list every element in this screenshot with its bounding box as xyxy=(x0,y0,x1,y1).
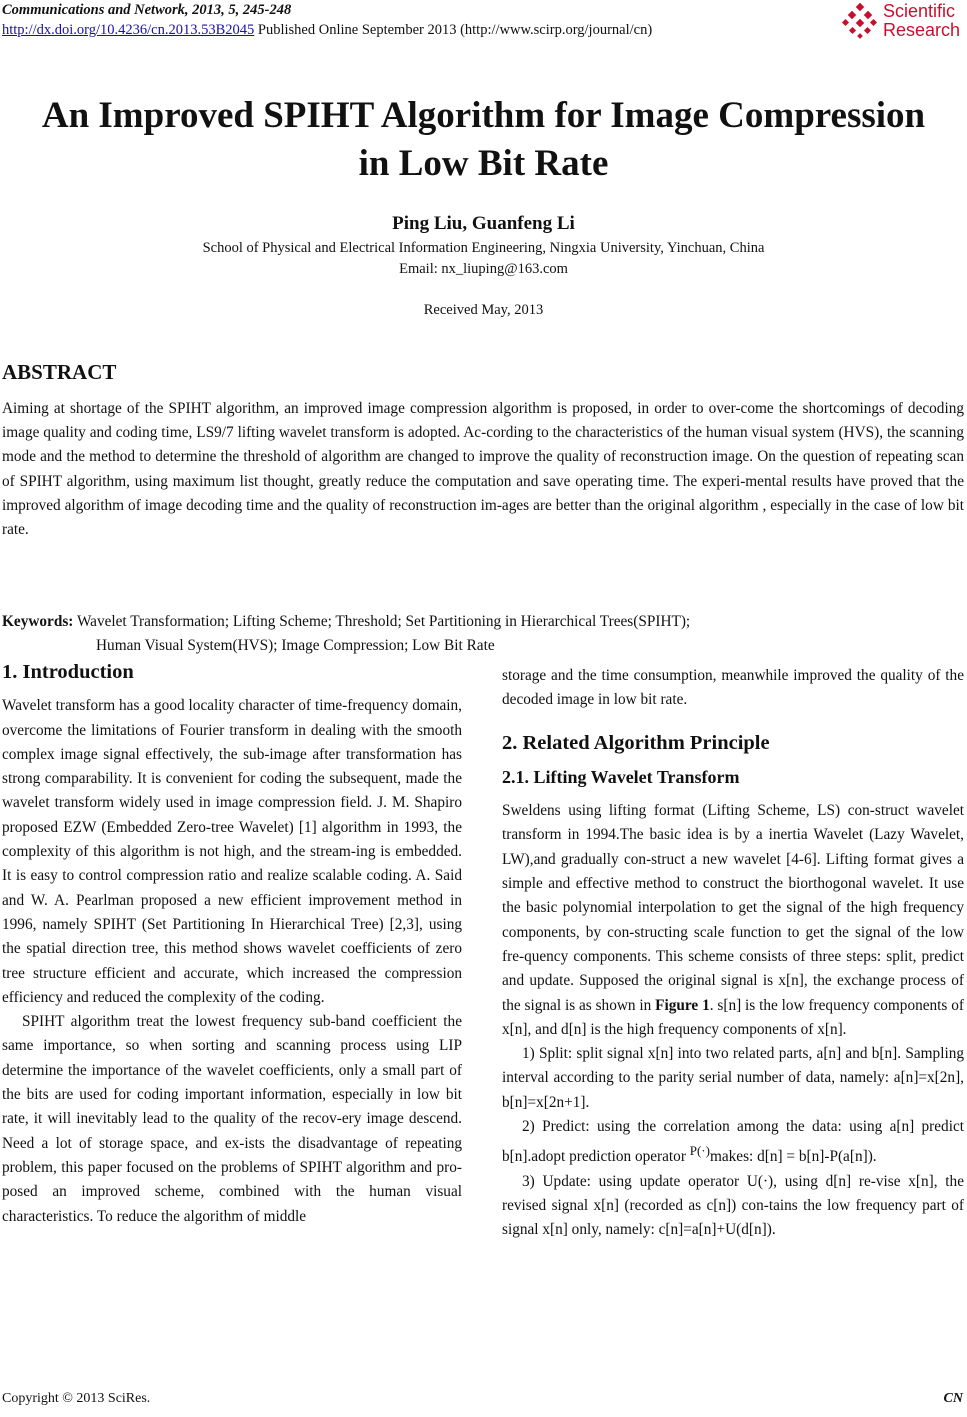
keywords-label: Keywords: xyxy=(2,613,74,630)
predict-step-a: 2) Predict: using the correlation among the data: using a[n] predict b[n].adopt prediction operator xyxy=(502,1118,964,1166)
paper-title xyxy=(0,92,967,188)
lifting-paragraph-1-b: . s[n] is the low frequency components of x[n], and d[n] is the high frequency components of x[n]. xyxy=(502,996,964,1038)
lifting-paragraph-1 xyxy=(502,799,964,1042)
update-step xyxy=(502,1170,964,1243)
update-operator: U(·) xyxy=(746,1172,774,1190)
left-column xyxy=(2,660,462,1229)
right-column xyxy=(502,664,964,1243)
publisher-logo xyxy=(841,2,961,42)
abstract-text: Aiming at shortage of the SPIHT algorithm, an improved image compression algorithm is proposed, in order to over-come the shortcomings of decoding image quality and coding time, LS9/7 lifting wavelet transform is adopted. Ac-cording to the characteristics of the human visual system (HVS), the scanning mode and the method to determine the threshold of algorithm are changed to improve the quality of reconstruction image. On the question of repeating scan of SPIHT algorithm, using maximum list thought, greatly reduce the computation and save operating time. The experi-mental results have proved that the improved algorithm of image decoding time and the quality of reconstruction im-ages are better than the original algorithm , especially in the case of low bit rate. xyxy=(2,400,964,539)
title-line-2: in Low Bit Rate xyxy=(358,143,609,184)
update-step-a: 3) Update: using update operator xyxy=(522,1172,747,1190)
email: Email: nx_liuping@163.com xyxy=(399,261,568,277)
abstract-heading: ABSTRACT xyxy=(2,360,117,384)
title-line-1: An Improved SPIHT Algorithm for Image Compression xyxy=(41,95,926,136)
intro-paragraph-2: SPIHT algorithm treat the lowest frequency sub-band coefficient the same importance, so when sorting and scanning process using LIP determine the importance of the wavelet coefficients, only a small part of the bits are used for coding important information, especially in low bit rate, it will inevitably lead to the quality of the recov-ery image descend. Need a lot of storage space, and ex-ists the disadvantage of repeating problem, this paper focused on the problems of SPIHT algorithm and pro-posed an improved scheme, combined with the human visual characteristics. To reduce the algorithm of middle xyxy=(2,1013,462,1225)
predict-operator: P(·) xyxy=(689,1143,710,1159)
section-heading-introduction: 1. Introduction xyxy=(2,661,134,683)
keywords xyxy=(2,610,964,658)
affiliation: School of Physical and Electrical Information Engineering, Ningxia University, Yinchuan, China xyxy=(202,240,765,256)
publisher-logo-text xyxy=(883,2,960,40)
logo-line-2: Research xyxy=(883,20,961,40)
journal-abbreviation: CN xyxy=(943,1391,963,1406)
keywords-line-2: Human Visual System(HVS); Image Compression; Low Bit Rate xyxy=(96,637,495,654)
doi-link[interactable]: http://dx.doi.org/10.4236/cn.2013.53B2045 xyxy=(2,22,255,38)
logo-line-1: Scientific xyxy=(883,1,956,21)
journal-name: Communications and Network xyxy=(2,2,185,18)
published-text: Published Online September 2013 (http://www.scirp.org/journal/cn) xyxy=(254,22,653,38)
authors: Ping Liu, Guanfeng Li xyxy=(392,213,575,234)
predict-step-b: makes: d[n] = b[n]-P(a[n]). xyxy=(709,1148,877,1166)
publisher-logo-icon xyxy=(841,2,881,42)
journal-header xyxy=(2,2,291,19)
intro-paragraph-1: Wavelet transform has a good locality character of time-frequency domain, overcome the limitations of Fourier transform in dealing with the smooth complex image signal effectively, the sub-image after transformation has strong comparability. It is convenient for coding the subsequent, made the wavelet transform widely used in image compression field. J. M. Shapiro proposed EZW (Embedded Zero-tree Wavelet) [1] algorithm in 1993, the complexity of this algorithm is not high, and the stream-ing is embedded. It is easy to control compression ratio and realize scalable coding. A. Said and W. A. Pearlman proposed a new efficient improvement method in 1996, namely SPIHT (Set Partitioning In Hierarchical Tree) [2,3], using the spatial direction tree, this method shows wavelet coefficients of zero tree structure efficient and accurate, which increased the compression efficiency and reduced the complexity of the coding. xyxy=(2,697,462,1006)
section-heading-related: 2. Related Algorithm Principle xyxy=(502,731,770,754)
subsection-heading-lifting: 2.1. Lifting Wavelet Transform xyxy=(502,766,740,787)
journal-info: , 2013, 5, 245-248 xyxy=(184,2,292,18)
copyright: Copyright © 2013 SciRes. xyxy=(2,1391,151,1406)
intro-paragraph-continued: storage and the time consumption, meanwhile improved the quality of the decoded image in low bit rate. xyxy=(502,667,964,709)
received-date: Received May, 2013 xyxy=(423,302,544,318)
split-step: 1) Split: split signal x[n] into two related parts, a[n] and b[n]. Sampling interval according to the parity serial number of data, namely: a[n]=x[2n], b[n]=x[2n+1]. xyxy=(502,1045,964,1111)
predict-step xyxy=(502,1115,964,1170)
lifting-paragraph-1-a: Sweldens using lifting format (Lifting Scheme, LS) con-struct wavelet transform in 1994.The basic idea is by a inertia Wavelet (Lazy Wavelet, LW),and gradually con-struct a new wavelet [4-6]. Lifting format gives a simple and effective method to construct the biorthogonal wavelet. It use the basic polynomial interpolation to get the signal of the high frequency components, by con-structing scale function to get the signal of the low fre-quency components. This scheme consists of three steps: split, predict and update. Supposed the original signal is x[n], the exchange process of the signal is as shown in xyxy=(502,802,964,1014)
doi-line xyxy=(2,22,652,39)
keywords-line-1: Wavelet Transformation; Lifting Scheme; Threshold; Set Partitioning in Hierarchical Trees(SPIHT); xyxy=(73,613,691,630)
update-step-b: , using d[n] re-vise x[n], the revised signal x[n] (recorded as c[n]) con-tains the low frequency part of signal x[n] only, namely: c[n]=a[n]+U(d[n]). xyxy=(502,1172,964,1239)
figure-1-reference[interactable]: Figure 1 xyxy=(655,996,710,1014)
